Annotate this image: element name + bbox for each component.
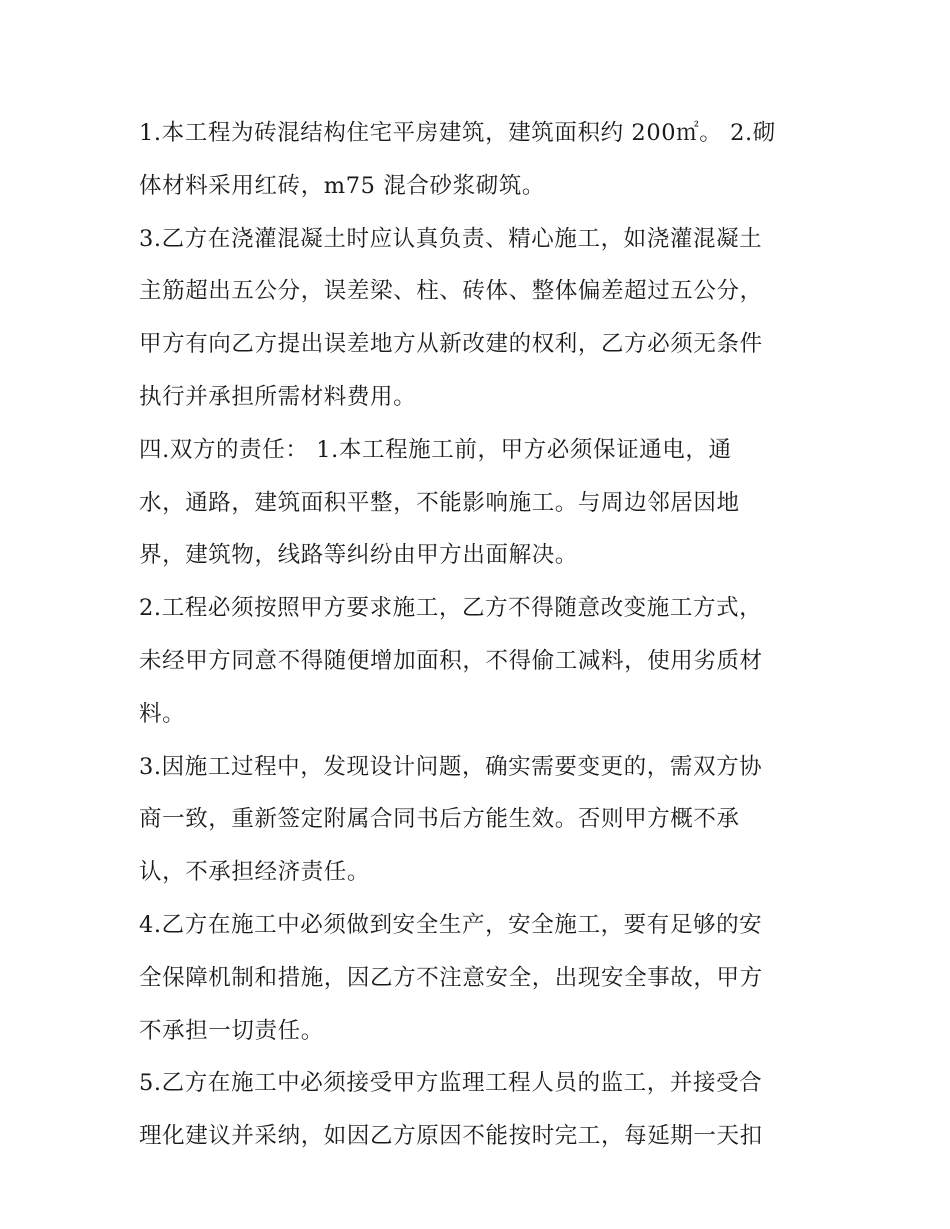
text-line: 未经甲方同意不得随便增加面积，不得偷工减料，使用劣质材 [139,647,763,674]
document-body [139,107,819,1163]
text-line: 3.乙方在浇灌混凝土时应认真负责、精心施工，如浇灌混凝土 [139,225,763,252]
text-line: 体材料采用红砖，m75 混合砂浆砌筑。 [139,172,546,199]
text-line: 商一致，重新签定附属合同书后方能生效。否则甲方概不承 [139,806,740,833]
text-line: 认，不承担经济责任。 [139,859,371,886]
text-line: 全保障机制和措施，因乙方不注意安全，出现安全事故，甲方 [139,964,763,991]
text-line: 4.乙方在施工中必须做到安全生产，安全施工，要有足够的安 [139,911,763,938]
text-line: 主筋超出五公分，误差梁、柱、砖体、整体偏差超过五公分， [139,278,763,305]
text-line: 执行并承担所需材料费用。 [139,383,417,410]
text-line: 2.工程必须按照甲方要求施工，乙方不得随意改变施工方式， [139,595,763,622]
text-line: 水，通路，建筑面积平整，不能影响施工。与周边邻居因地 [139,489,740,516]
text-line: 5.乙方在施工中必须接受甲方监理工程人员的监工，并接受合 [139,1070,763,1097]
text-line: 四.双方的责任： 1.本工程施工前，甲方必须保证通电，通 [139,436,732,463]
text-line: 理化建议并采纳，如因乙方原因不能按时完工，每延期一天扣 [139,1123,763,1150]
text-line: 料。 [139,700,186,727]
text-line: 不承担一切责任。 [139,1017,324,1044]
text-line: 3.因施工过程中，发现设计问题，确实需要变更的，需双方协 [139,753,763,780]
text-line: 界，建筑物，线路等纠纷由甲方出面解决。 [139,542,578,569]
text-line: 1.本工程为砖混结构住宅平房建筑，建筑面积约 200㎡。 2.砌 [139,120,776,146]
text-line: 甲方有向乙方提出误差地方从新改建的权利，乙方必须无条件 [139,331,763,358]
